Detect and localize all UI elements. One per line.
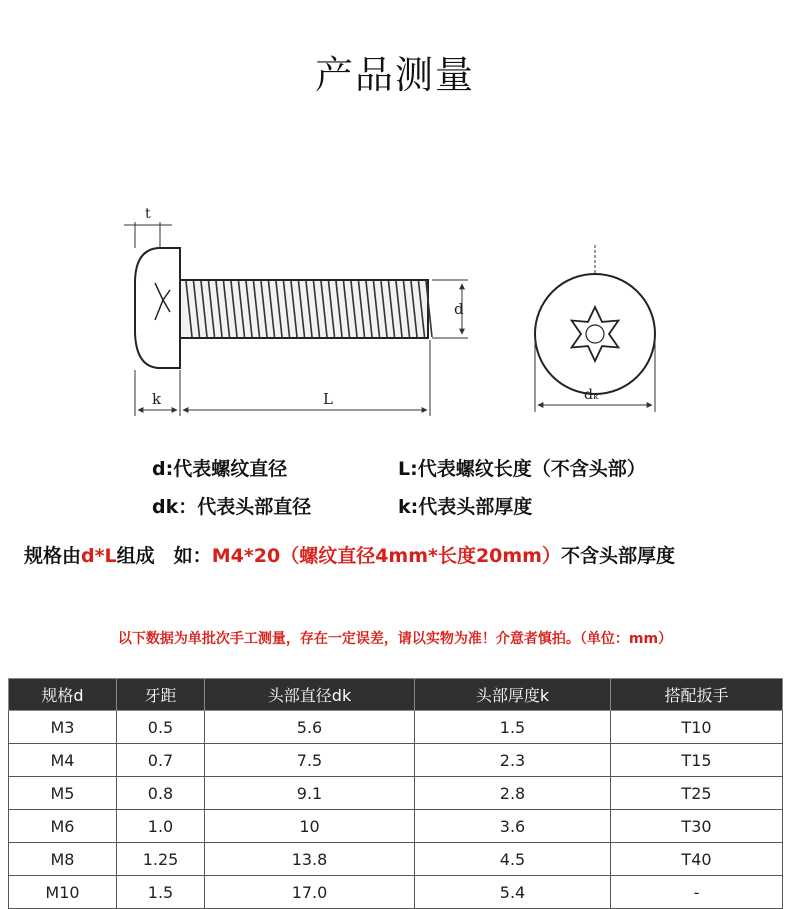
- table-row: [9, 843, 783, 876]
- spec-prefix: 规格由: [24, 545, 82, 567]
- table-row: [9, 744, 783, 777]
- table-cell: 1.5: [415, 711, 611, 744]
- header-cell: 头部厚度k: [415, 679, 611, 711]
- table-cell: T25: [611, 777, 783, 810]
- header-cell: 搭配扳手: [611, 679, 783, 711]
- label-dk: dₖ: [584, 387, 599, 403]
- legend-L: L:代表螺纹长度（不含头部）: [398, 458, 646, 480]
- screw-dimension-diagram: [0, 0, 790, 440]
- measurement-notice: 以下数据为单批次手工测量，存在一定误差，请以实物为准！介意者慎拍。（单位：mm）: [117, 631, 673, 647]
- label-d: d: [454, 300, 464, 318]
- table-cell: T40: [611, 843, 783, 876]
- table-cell: 0.5: [117, 711, 205, 744]
- table-row: [9, 711, 783, 744]
- legend-dk: dk：代表头部直径: [152, 496, 312, 518]
- spec-table: [8, 678, 783, 909]
- table-cell: M3: [9, 711, 117, 744]
- table-cell: 0.7: [117, 744, 205, 777]
- t-dimension: [124, 222, 172, 248]
- label-k: k: [152, 390, 162, 408]
- table-cell: M10: [9, 876, 117, 909]
- label-L: L: [323, 390, 333, 408]
- table-row: [9, 876, 783, 909]
- table-cell: -: [611, 876, 783, 909]
- table-row: [9, 810, 783, 843]
- table-row: [9, 777, 783, 810]
- table-cell: M8: [9, 843, 117, 876]
- spec-suffix: 组成 如：: [116, 545, 212, 567]
- table-cell: 1.0: [117, 810, 205, 843]
- table-cell: M5: [9, 777, 117, 810]
- table-cell: 17.0: [205, 876, 415, 909]
- table-cell: 3.6: [415, 810, 611, 843]
- table-cell: 2.8: [415, 777, 611, 810]
- table-cell: T30: [611, 810, 783, 843]
- spec-formula: d*L: [81, 545, 117, 567]
- label-t: t: [145, 206, 151, 222]
- table-cell: 7.5: [205, 744, 415, 777]
- table-cell: 13.8: [205, 843, 415, 876]
- table-cell: 2.3: [415, 744, 611, 777]
- legend-d: d:代表螺纹直径: [152, 458, 288, 480]
- table-cell: 5.6: [205, 711, 415, 744]
- table-header-row: [9, 679, 783, 711]
- table-cell: M4: [9, 744, 117, 777]
- spec-example: M4*20（螺纹直径4mm*长度20mm）: [211, 545, 561, 567]
- page-title: 产品测量: [314, 53, 475, 97]
- table-cell: T15: [611, 744, 783, 777]
- header-cell: 规格d: [9, 679, 117, 711]
- screw-top-view: [535, 274, 655, 394]
- legend-k: k:代表头部厚度: [398, 496, 533, 518]
- table-cell: 9.1: [205, 777, 415, 810]
- header-cell: 牙距: [117, 679, 205, 711]
- spec-tail: 不含头部厚度: [560, 545, 675, 567]
- table-cell: 10: [205, 810, 415, 843]
- table-cell: 1.5: [117, 876, 205, 909]
- table-cell: 0.8: [117, 777, 205, 810]
- table-cell: 4.5: [415, 843, 611, 876]
- table-cell: 5.4: [415, 876, 611, 909]
- table-cell: M6: [9, 810, 117, 843]
- screw-head: [135, 248, 180, 368]
- table-cell: 1.25: [117, 843, 205, 876]
- table-cell: T10: [611, 711, 783, 744]
- header-cell: 头部直径dk: [205, 679, 415, 711]
- spec-format-line: [24, 541, 675, 568]
